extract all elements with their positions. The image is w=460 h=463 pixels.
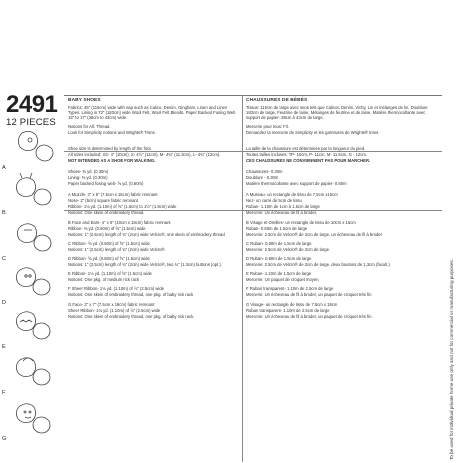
vue-a-mercerie: Mercerie: Un écheveau de fil à broder. (246, 210, 317, 216)
view-b-face: B Face and Ears- 4" x 6" (10cm x 15cm) fabric remnant (68, 219, 171, 225)
look-for-text: Look for Simplicity notions and Wrights® Trims. (68, 130, 156, 136)
view-e-ribbon: E Ribbon- 1⅛ yd. (1.10m) of ⅝" (1.5cm) wide (68, 271, 152, 277)
view-a-label: A (2, 165, 6, 171)
view-f-notions: Notions: One skein of embroidery thread, one pkg. of baby rick rack (68, 292, 194, 298)
shoes-yardage: Shoes- ⅜ yd. (0.30m) (68, 168, 109, 174)
english-title: BABY SHOES (68, 98, 101, 103)
usage-side-note (449, 96, 457, 460)
view-c-notions: Notions: 1" (2.5cm) length of ¾" (2cm) wide Velcro®. (68, 246, 166, 252)
view-c-thumbnail (17, 224, 51, 251)
view-f-sheer-ribbon: F Sheer Ribbon- 1⅛ yd. (1.10m) of ⅞" (2.5cm) wide (68, 286, 164, 292)
vue-e-mercerie: Mercerie: Un paquet de croquet moyen (246, 277, 319, 283)
size-note: Shoe size is determined by length of the foot. (68, 145, 152, 151)
french-title: CHAUSSURES DE BÉBÉS (246, 98, 308, 103)
view-f-thumbnail (16, 358, 50, 385)
view-a-nose: Nose- 2" (5cm) square fabric remnant (68, 198, 138, 204)
view-e-notions: Notions: One pkg. of medium rick rack (68, 277, 139, 283)
view-b-thumbnail (16, 173, 51, 205)
not-walking-note: NOT INTENDED AS A SHOE FOR WALKING. (68, 157, 156, 163)
demandez-text: Demandez la mercerie de Simplicity et les garnitures de Wrights® trims. (246, 130, 380, 136)
lining-yardage: Lining- ⅜ yd. (0.30m) (68, 174, 108, 180)
vue-d-mercerie: Mercerie: 2.5cm de Velcro® de 2cm de large, deux boutons de 1,3cm (facult.) (246, 262, 390, 268)
view-g-face: G Face- 3" x 7" (7.5cm x 18cm) fabric remnant (68, 301, 155, 307)
view-a-thumbnail (18, 131, 53, 161)
view-f-label: F (2, 390, 6, 396)
pattern-number: 2491 (6, 91, 58, 118)
tissus-text: Tissus: 115cm de large avec sens tels que Calicot, Denim, Vichy, Lin et mélanges de lin. Doublure 183cm de large, Feutrine de laine, Mélanges de feutrine et de laine. Matière thermocollante avec support de papier- 38cm à 43cm de large. (246, 105, 428, 121)
view-g-thumbnail (16, 404, 50, 433)
doublure-metrage: Doublure - 0.30m (246, 174, 279, 180)
view-thumbnails (8, 128, 66, 456)
vue-c-mercerie: Mercerie: 2.5cm de Velcro® de 2cm de large. (246, 246, 331, 252)
view-d-ribbon: D Ribbon- ⅝ yd. (0.60m) of ⅝" (1.5cm) wide (68, 255, 150, 261)
english-column (68, 98, 238, 320)
view-a-muzzle: A Muzzle- 3" x 6" (7.5cm x 15cm) fabric remnant (68, 192, 158, 198)
vue-c-ruban: C Ruban- 0.60m de 1.5cm de large (246, 240, 312, 246)
vue-f-ruban: F Ruban transparent- 1.10m de 2.5cm de large (246, 286, 334, 292)
paper-yardage: Paper backed fusing web- ⅝ yd. (0.60m) (68, 181, 144, 187)
view-b-label: B (2, 210, 6, 216)
view-b-ribbon: Ribbon- ⅜ yd. (0.60m) of ⅝" (1.5cm) wide (68, 225, 146, 231)
tailles-incluses: Toutes tailles incluses: TP- 10cm, P- 11cm, M- 11.5cm, G - 12cm. (246, 151, 368, 157)
vue-g-mercerie: Mercerie: Un écheveau de fil à broder, un paquet de croquet très fin. (246, 313, 373, 319)
vue-f-mercerie: Mercerie: Un écheveau de fil à broder, un paquet de croquet très fin (246, 292, 372, 298)
pieces-count: 12 PIECES (6, 117, 56, 128)
vue-d-ruban: D Ruban- 0.60m de 1.5cm de large (246, 255, 312, 261)
view-c-label: C (2, 256, 6, 262)
view-b-notions: Notions: 1" (2.5cm) length of ¾" (2cm) wide Velcro®, one skein of embroidery thread (68, 231, 225, 237)
vue-b-ruban: Ruban- 0.60m de 1.5cm de large (246, 225, 308, 231)
vue-g-visage: G Visage- un rectangle de tissu de 7.5cm x 18cm (246, 301, 338, 307)
sizes-included: All sizes included: XS- 4" (10cm), S- 4½" (11cm), M- 4¾" (11.3cm), L- 4¾" (12cm). (68, 151, 221, 157)
vue-a-museau: A Museau- un rectangle de tissu de 7,5cm x15cm (246, 192, 338, 198)
usage-note-text: To be used for individual private home use only and not for commercial or manufacturing purposes. (449, 259, 454, 460)
view-c-ribbon: C Ribbon- ⅝ yd. (0.60m) of ⅝" (1.5cm) wide (68, 240, 150, 246)
view-d-notions: Notions: 1" (2.5cm) length of ¾" (2cm) wide Velcro®, two ¾" (1.3cm) buttons (opt.). (68, 262, 222, 268)
view-a-notions: Notions: One skein of embroidery thread. (68, 210, 145, 216)
vue-b-visage: B Visage et Oreilles- un rectangle de tissu de 10cm x 15cm (246, 219, 356, 225)
chaussures-metrage: Chaussures- 0.30m (246, 168, 283, 174)
view-e-thumbnail (16, 312, 50, 339)
view-g-label: G (2, 436, 7, 442)
ces-chaussures-note: CES CHAUSSURES NE CONVIENNENT PAS POUR MARCHER. (246, 157, 371, 163)
vue-a-ruban: Ruban- 1.10m de 1cm à 1.5cm de large (246, 204, 320, 210)
notions-all: Notions for All: Thread. (68, 124, 111, 130)
french-column (246, 98, 438, 320)
matiere-metrage: Matière thermocollante avec support de papier- 0.60m (246, 181, 347, 187)
view-e-label: E (2, 344, 6, 350)
view-d-label: D (2, 300, 6, 306)
fabrics-text: Fabrics: 45" (115cm) wide with nap such as Calico, Denim, Gingham, Linen and Linen Types. Lining in 72" (183cm) wide Wool Felt, Wool Felt Blends. Paper Backed Fusing Web 15" to 17" (38cm to 43cm) wide. (68, 105, 236, 121)
view-g-notions: Notions: One skein of embroidery thread, one pkg. of baby rick rack. (68, 313, 195, 319)
view-d-thumbnail (16, 268, 50, 295)
vue-a-nez: Nez- un carré de 5cm de tissu (246, 198, 302, 204)
vue-g-ruban: Ruban transparent- 1.10m de 2.5cm de large (246, 307, 330, 313)
vue-b-mercerie: Mercerie: 2.5cm de Velcro® de 2cm de large, un écheveau de fil à broder (246, 231, 382, 237)
view-g-sheer-ribbon: Sheer Ribbon- 1⅛ yd. (1.10m) of ⅞" (2.5cm) wide (68, 307, 161, 313)
view-a-ribbon: Ribbon- 1⅛ yd. (1.10m) of ⅝" (1.5cm) to 1½" (1.5cm) wide (68, 204, 177, 210)
vue-e-ruban: E Ruban- 1.10m de 1.5cm de large (246, 271, 312, 277)
mercerie-tous: Mercerie pour tous: Fil. (246, 124, 289, 130)
taille-note: La taille de la chaussure est déterminée par la longueur du pied. (246, 145, 366, 151)
